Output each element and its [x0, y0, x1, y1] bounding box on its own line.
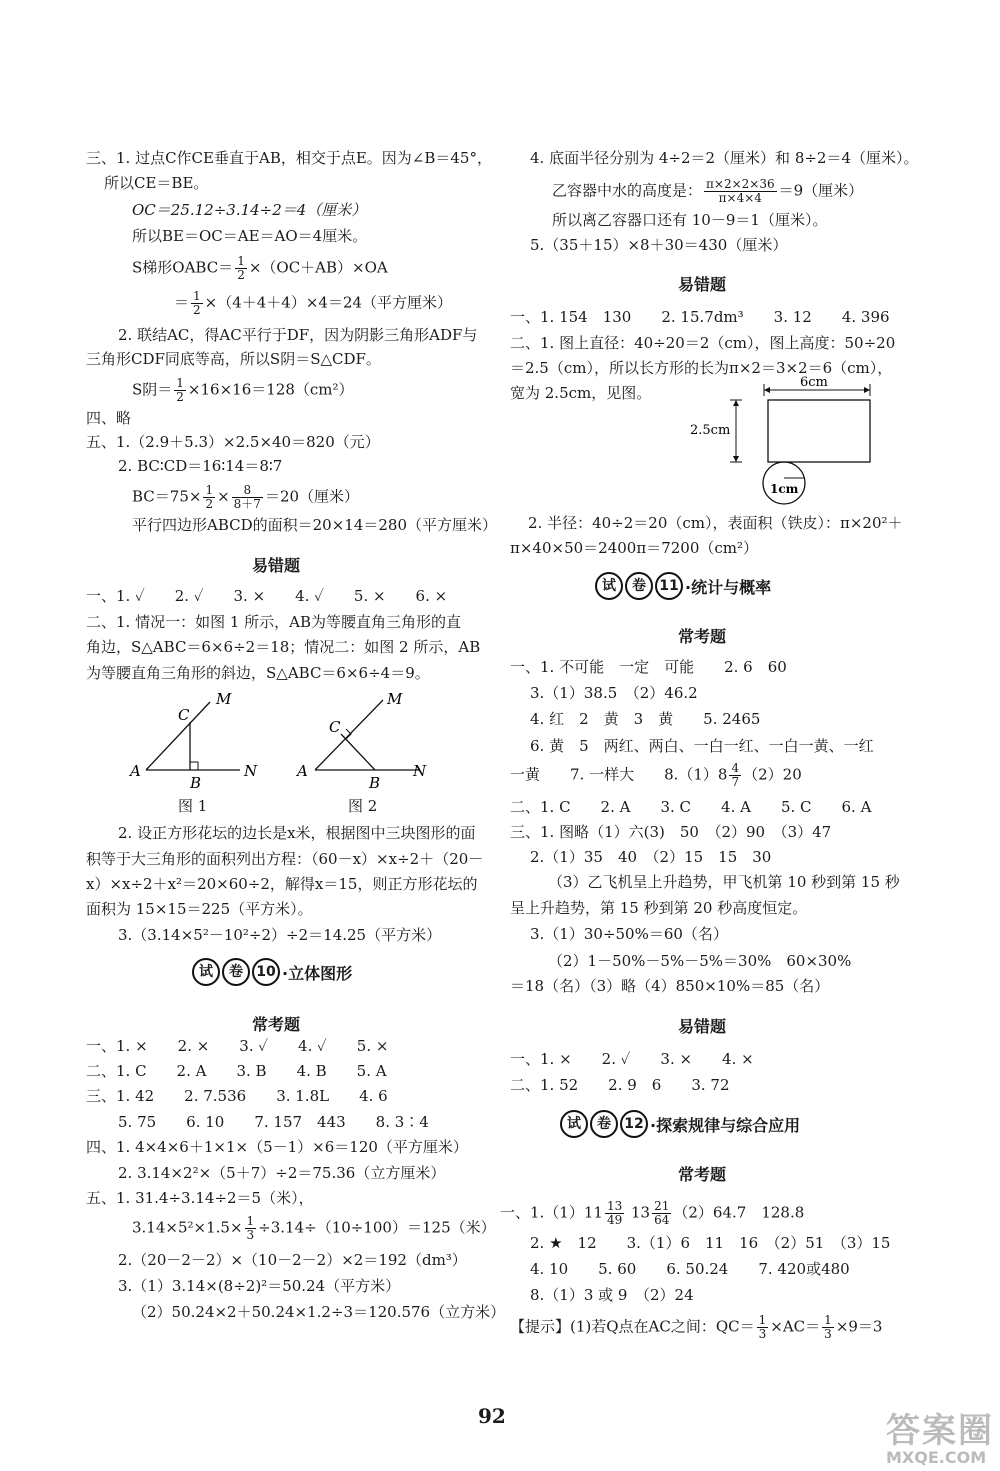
figure-caption: 图 1 — [178, 797, 208, 815]
label-N: N — [413, 762, 427, 780]
answer-line: （2）1－50%－5%－5%＝30% 60×30% — [548, 952, 852, 970]
answer-line: 2. 联结AC，得AC平行于DF，因为阴影三角形ADF与 — [118, 326, 478, 344]
answer-line: 二、1. 情况一：如图 1 所示，AB为等腰直角三角形的直 — [86, 613, 462, 631]
answer-line: 一、1. 不可能 一定 可能 2. 6 60 — [510, 658, 787, 676]
answer-line: （2）50.24×2＋50.24×1.2÷3＝120.576（立方米） — [132, 1303, 506, 1321]
answer-line: 一、1. × 2. × 3. ✓ 4. ✓ 5. × — [86, 1037, 389, 1055]
answer-line: 3.（1）38.5 （2）46.2 — [530, 684, 698, 702]
answer-line: （3）乙飞机呈上升趋势，甲飞机第 10 秒到第 15 秒 — [548, 873, 900, 891]
section-title-10 — [192, 958, 352, 986]
answer-line: 一、1. 154 130 2. 15.7dm³ 3. 12 4. 396 — [510, 308, 890, 326]
answer-line: π×40×50＝2400π＝7200（cm²） — [510, 539, 759, 557]
heading-changkao: 常考题 — [678, 627, 727, 646]
badge-juan: 卷 — [222, 958, 250, 986]
answer-line: 为等腰直角三角形的斜边，S△ABC＝6×6÷4＝9。 — [86, 664, 430, 682]
answer-line: 3.（1）30÷50%＝60（名） — [530, 925, 728, 943]
label-B: B — [369, 774, 381, 792]
figure-2 — [295, 690, 445, 790]
answer-line: 二、1. 图上直径：40÷20＝2（cm），图上高度：50÷20 — [510, 334, 896, 352]
answer-line: 2. 设正方形花坛的边长是x米，根据图中三块图形的面 — [118, 824, 476, 842]
formula-prefix: 3.14×5²×1.5× — [132, 1218, 243, 1237]
fraction: $\frac{\pi\times 2\times 2\times 36}{\pi\times 4\times 4}$ — [706, 177, 775, 205]
section-title-11 — [595, 572, 771, 600]
label-C: C — [329, 718, 341, 736]
answer-line: 5. 75 6. 10 7. 157 443 8. 3∶4 — [118, 1113, 429, 1131]
answer-line: 3.（1）3.14×(8÷2)²＝50.24（平方米） — [118, 1277, 401, 1295]
heading-changkao: 常考题 — [678, 1165, 727, 1184]
rect-width-label: 6cm — [800, 375, 828, 390]
badge-shi: 试 — [560, 1110, 588, 1138]
formula-line — [500, 1200, 804, 1227]
formula-prefix: 一黄 7. 一样大 8.（1）8 — [510, 765, 728, 784]
answer-line: 平行四边形ABCD的面积＝20×14＝280（平方厘米） — [132, 516, 498, 534]
answer-line: 呈上升趋势，第 15 秒到第 20 秒高度恒定。 — [510, 899, 808, 917]
answer-line: 五、1.（2.9＋5.3）×2.5×40＝820（元） — [86, 433, 380, 451]
section-title-12 — [560, 1110, 800, 1138]
answer-line: 三、1. 图略（1）六(3) 50 （2）90 （3）47 — [510, 823, 832, 841]
formula-suffix: ＝20（厘米） — [264, 487, 360, 506]
answer-line: 6. 黄 5 两红、两白、一白一红、一白一黄、一红 — [530, 737, 874, 755]
answer-line: 所以CE＝BE。 — [104, 174, 209, 192]
answer-line: 4. 红 2 黄 3 黄 5. 2465 — [530, 710, 761, 728]
badge-juan: 卷 — [590, 1110, 618, 1138]
answer-line: 面积为 15×15＝225（平方米）。 — [86, 900, 313, 918]
answer-line: 宽为 2.5cm，见图。 — [510, 384, 652, 402]
answer-line: 4. 底面半径分别为 4÷2＝2（厘米）和 8÷2＝4（厘米）。 — [530, 149, 919, 167]
formula-line — [510, 762, 802, 789]
badge-shi: 试 — [595, 572, 623, 600]
badge-number: 10 — [252, 958, 280, 986]
answer-line: 角边，S△ABC＝6×6÷2＝18；情况二：如图 2 所示，AB — [86, 638, 481, 656]
formula-line — [132, 255, 388, 282]
heading-yicuo: 易错题 — [678, 275, 727, 294]
section-title-text: ·统计与概率 — [685, 577, 772, 597]
answer-line: ＝18（名）（3）略（4）850×10%＝85（名） — [510, 977, 830, 995]
rect-height-label: 2.5cm — [690, 423, 731, 438]
answer-line: 一、1. × 2. ✓ 3. × 4. × — [510, 1050, 754, 1068]
label-C: C — [178, 706, 190, 724]
fraction: $\frac{1}{2}$ — [176, 376, 184, 404]
answer-line: 2. 半径：40÷2＝20（cm），表面积（铁皮）：π×20²＋ — [528, 514, 903, 532]
formula-suffix: ÷3.14÷（10÷100）＝125（米） — [258, 1218, 496, 1237]
answer-line: 2. 3.14×2²×（5＋7）÷2＝75.36（立方厘米） — [118, 1164, 446, 1182]
answer-line: 所以BE＝OC＝AE＝AO＝4厘米。 — [132, 227, 368, 245]
answer-line: 一、1. ✓ 2. ✓ 3. × 4. ✓ 5. × 6. × — [86, 587, 448, 605]
badge-juan: 卷 — [625, 572, 653, 600]
fraction: $\frac{4}{7}$ — [731, 761, 740, 789]
answer-line: 2.（20－2－2）×（10－2－2）×2＝192（dm³） — [118, 1251, 467, 1269]
fraction: $\frac{8}{8+7}$ — [233, 483, 261, 511]
formula-line — [510, 1314, 882, 1341]
label-N: N — [244, 762, 258, 780]
formula-mid: 13 — [631, 1203, 651, 1222]
answer-line: 三、1. 42 2. 7.536 3. 1.8L 4. 6 — [86, 1087, 388, 1105]
answer-line: OC＝25.12÷3.14÷2＝4（厘米） — [132, 201, 367, 219]
answer-line: 二、1. C 2. A 3. B 4. B 5. A — [86, 1062, 387, 1080]
answer-line: 二、1. 52 2. 9 6 3. 72 — [510, 1076, 730, 1094]
answer-line: 所以离乙容器口还有 10－9＝1（厘米）。 — [552, 211, 828, 229]
formula-prefix: 一、1.（1）11 — [500, 1203, 603, 1222]
answer-line: 四、1. 4×4×6＋1×1×（5－1）×6＝120（平方厘米） — [86, 1138, 468, 1156]
formula-prefix: 【提示】(1)若Q点在AC之间：QC＝ — [510, 1317, 755, 1336]
answer-line: 五、1. 31.4÷3.14÷2＝5（米）， — [86, 1189, 314, 1207]
answer-line: 二、1. C 2. A 3. C 4. A 5. C 6. A — [510, 798, 872, 816]
formula-line — [132, 1215, 496, 1242]
label-A: A — [297, 762, 308, 780]
formula-mid: ×AC＝ — [770, 1317, 821, 1336]
formula-suffix: ×9＝3 — [835, 1317, 883, 1336]
badge-number: 12 — [620, 1110, 648, 1138]
formula-line — [552, 178, 863, 205]
fraction: $\frac{1}{2}$ — [237, 254, 245, 282]
label-M: M — [216, 690, 232, 708]
answer-line: ＝2.5（cm），所以长方形的长为π×2＝3×2＝6（cm）， — [510, 359, 893, 377]
formula-suffix: （2）20 — [743, 765, 802, 784]
answer-line: 2.（1）35 40 （2）15 15 30 — [530, 848, 772, 866]
formula-suffix: ×（OC＋AB）×OA — [248, 258, 388, 277]
fraction: $\frac{1}{3}$ — [246, 1214, 255, 1242]
formula-line — [132, 377, 354, 404]
fraction: $\frac{1}{2}$ — [205, 483, 214, 511]
formula-prefix: BC＝75× — [132, 487, 202, 506]
answer-line: x）×x÷2＋x²＝20×60÷2，解得x＝15，则正方形花坛的 — [86, 875, 478, 893]
formula-suffix: ＝9（厘米） — [778, 181, 864, 200]
fraction: $\frac{21}{64}$ — [654, 1199, 670, 1227]
label-B: B — [190, 774, 202, 792]
formula-prefix: ＝ — [174, 293, 190, 312]
section-title-text: ·探索规律与综合应用 — [650, 1115, 801, 1135]
badge-shi: 试 — [192, 958, 220, 986]
answer-line: 2. BC∶CD＝16∶14＝8∶7 — [118, 457, 283, 475]
formula-mid: × — [217, 487, 230, 506]
figure-1 — [120, 690, 270, 790]
formula-prefix: S梯形OABC＝ — [132, 258, 234, 277]
answer-line: 5.（35＋15）×8＋30＝430（厘米） — [530, 236, 788, 254]
formula-prefix: 乙容器中水的高度是： — [552, 181, 703, 200]
formula-line — [174, 290, 452, 317]
cylinder-net-figure — [690, 375, 882, 508]
formula-suffix: ×（4＋4＋4）×4＝24（平方厘米） — [204, 293, 453, 312]
fraction: $\frac{1}{3}$ — [758, 1313, 767, 1341]
answer-line: 三角形CDF同底等高，所以S阴＝S△CDF。 — [86, 350, 381, 368]
heading-yicuo: 易错题 — [252, 556, 301, 575]
page-number: 92 — [478, 1404, 506, 1428]
answer-line: 2. ★ 12 3.（1）6 11 16 （2）51 （3）15 — [530, 1234, 891, 1252]
answer-line: 四、略 — [86, 409, 132, 427]
answer-line: 3.（3.14×5²－10²÷2）÷2＝14.25（平方米） — [118, 926, 442, 944]
watermark-logo: 答案圈 MXQE.COM — [886, 1411, 994, 1467]
answer-line: 三、1. 过点C作CE垂直于AB，相交于点E。因为∠B＝45°， — [86, 149, 492, 167]
formula-suffix: ×16×16＝128（cm²） — [187, 380, 354, 399]
heading-changkao: 常考题 — [252, 1015, 301, 1034]
formula-line — [132, 484, 359, 511]
circle-diameter-label: 1cm — [770, 482, 799, 496]
section-title-text: ·立体图形 — [282, 963, 353, 983]
answer-line: 4. 10 5. 60 6. 50.24 7. 420或480 — [530, 1260, 850, 1278]
formula-suffix: （2）64.7 128.8 — [673, 1203, 805, 1222]
heading-yicuo: 易错题 — [678, 1017, 727, 1036]
answer-line: 8.（1）3 或 9 （2）24 — [530, 1286, 694, 1304]
fraction: $\frac{1}{3}$ — [824, 1313, 832, 1341]
answer-line: 积等于大三角形的面积列出方程：（60－x）×x÷2＋（20－ — [86, 850, 484, 868]
formula-prefix: S阴＝ — [132, 380, 173, 399]
fraction: $\frac{13}{49}$ — [606, 1199, 623, 1227]
label-A: A — [130, 762, 141, 780]
figure-caption: 图 2 — [348, 797, 378, 815]
label-M: M — [387, 690, 403, 708]
fraction: $\frac{1}{2}$ — [193, 289, 201, 317]
badge-number: 11 — [655, 572, 683, 600]
